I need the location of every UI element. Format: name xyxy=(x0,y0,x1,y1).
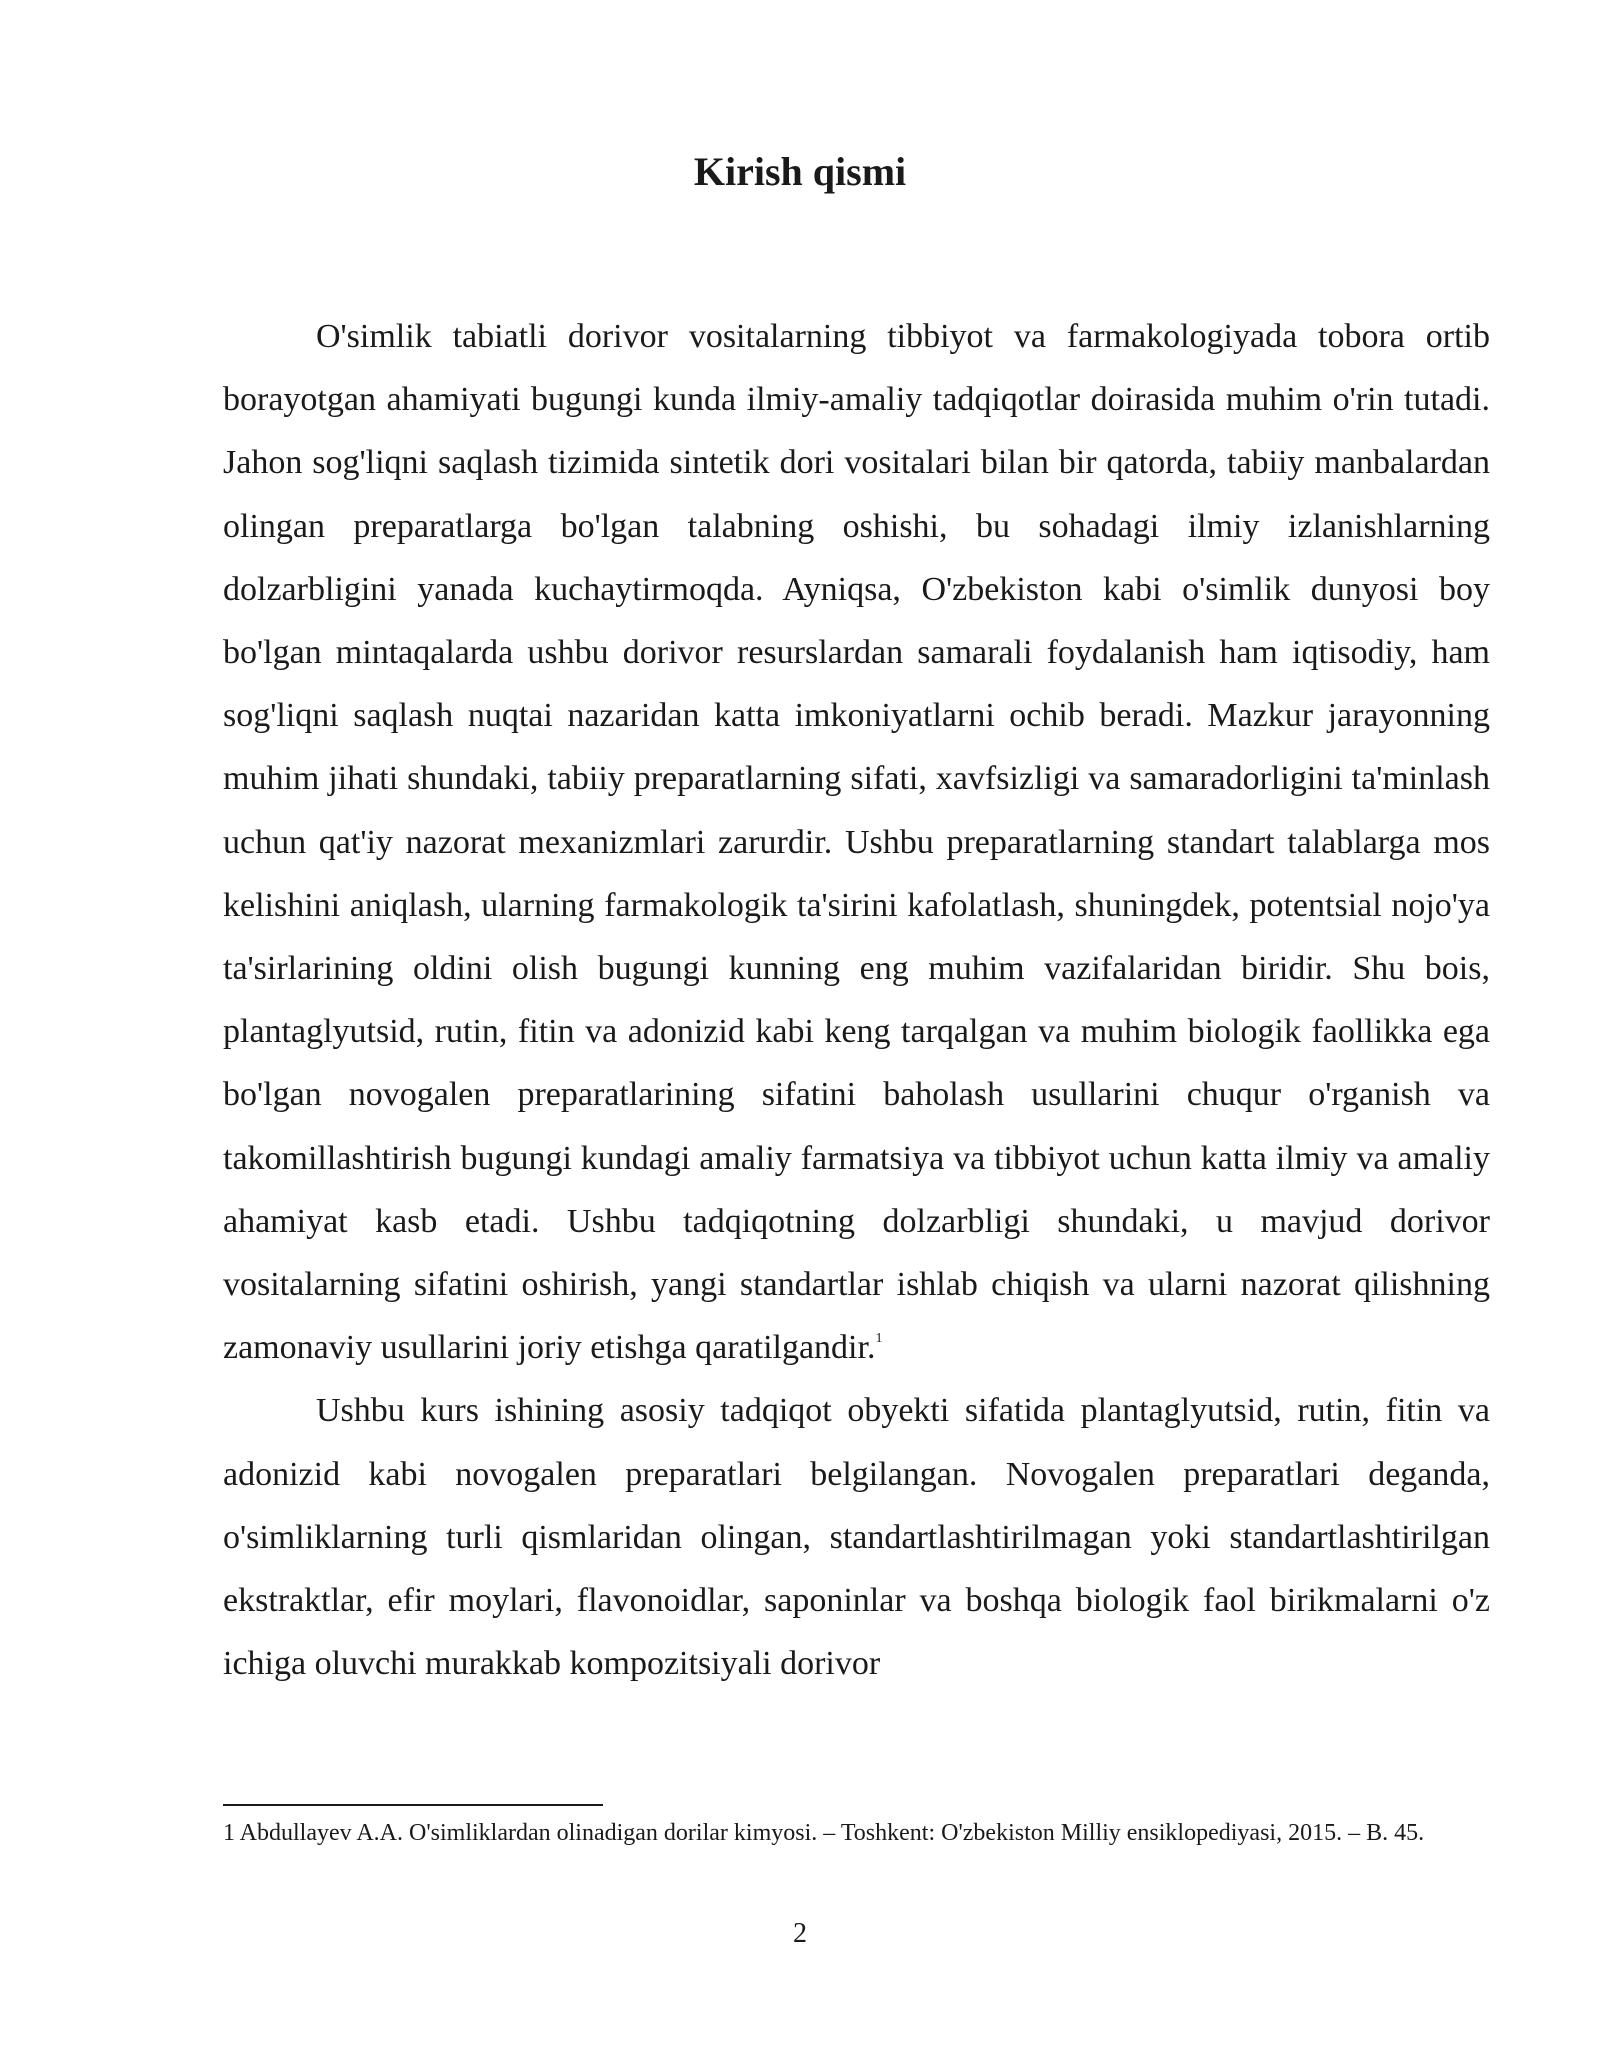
footnote-text: Abdullayev A.A. O'simliklardan olinadigan dorilar kimyosi. – Toshkent: O'zbekiston Milliy ensiklopediyasi, 2015. – B. 45. xyxy=(235,1820,1425,1846)
body-text xyxy=(223,305,1490,1695)
footnote-separator xyxy=(223,1804,603,1806)
paragraph-1 xyxy=(223,305,1490,1379)
footnote xyxy=(223,1815,1493,1851)
page-number: 2 xyxy=(793,1918,807,1949)
paragraph-2 xyxy=(223,1379,1490,1695)
paragraph-1-text: O'simlik tabiatli dorivor vositalarning tibbiyot va farmakologiyada tobora ortib borayotgan ahamiyati bugungi kunda ilmiy-amaliy tadqiqotlar doirasida muhim o'rin tutadi. Jahon sog'liqni saqlash tizimida sintetik dori vositalari bilan bir qatorda, tabiiy manbalardan olingan preparatlarga bo'lgan talabning oshishi, bu sohadagi ilmiy izlanishlarning dolzarbligini yanada kuchaytirmoqda. Ayniqsa, O'zbekiston kabi o'simlik dunyosi boy bo'lgan mintaqalarda ushbu dorivor resurslardan samarali foydalanish ham iqtisodiy, ham sog'liqni saqlash nuqtai nazaridan katta imkoniyatlarni ochib beradi. Mazkur jarayonning muhim jihati shundaki, tabiiy preparatlarning sifati, xavfsizligi va samaradorligini ta'minlash uchun qat'iy nazorat mexanizmlari zarurdir. Ushbu preparatlarning standart talablarga mos kelishini aniqlash, ularning farmakologik ta'sirini kafolatlash, shuningdek, potentsial nojo'ya ta'sirlarining oldini olish bugungi kunning eng muhim vazifalaridan biridir. Shu bois, plantaglyutsid, rutin, fitin va adonizid kabi keng tarqalgan va muhim biologik faollikka ega bo'lgan novogalen preparatlarining sifatini baholash usullarini chuqur o'rganish va takomillashtirish bugungi kundagi amaliy farmatsiya va tibbiyot uchun katta ilmiy va amaliy ahamiyat kasb etadi. Ushbu tadqiqotning dolzarbligi shundaki, u mavjud dorivor vositalarning sifatini oshirish, yangi standartlar ishlab chiqish va ularni nazorat qilishning zamonaviy usullarini joriy etishga qaratilgandir. xyxy=(223,318,1490,1367)
footnote-reference: 1 xyxy=(875,1331,883,1347)
footnote-number: 1 xyxy=(223,1820,235,1846)
page-title: Kirish qismi xyxy=(693,149,907,194)
paragraph-2-text: Ushbu kurs ishining asosiy tadqiqot obyekti sifatida plantaglyutsid, rutin, fitin va adonizid kabi novogalen preparatlari belgilangan. Novogalen preparatlari deganda, o'simliklarning turli qismlaridan olingan, standartlashtirilmagan yoki standartlashtirilgan ekstraktlar, efir moylari, flavonoidlar, saponinlar va boshqa biologik faol birikmalarni o'z ichiga oluvchi murakkab kompozitsiyali dorivor xyxy=(223,1392,1490,1683)
